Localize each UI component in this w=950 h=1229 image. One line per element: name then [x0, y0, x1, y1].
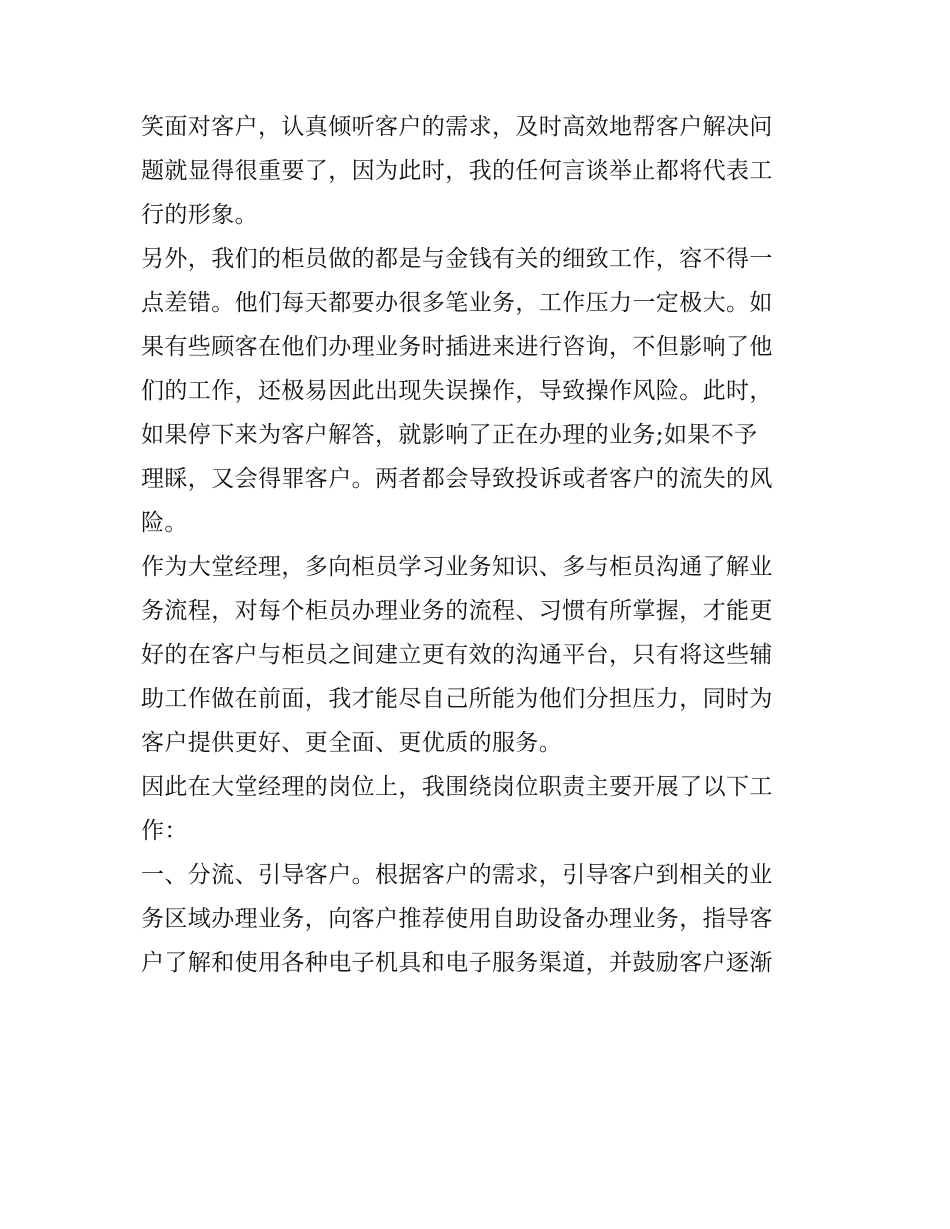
text-line: 务流程，对每个柜员办理业务的流程、习惯有所掌握，才能更	[141, 598, 773, 624]
text-line: 果有些顾客在他们办理业务时插进来进行咨询，不但影响了他	[141, 334, 773, 360]
text-line: 险。	[141, 510, 188, 536]
text-line: 作为大堂经理，多向柜员学习业务知识、多与柜员沟通了解业	[141, 554, 773, 580]
text-line: 一、分流、引导客户。根据客户的需求，引导客户到相关的业	[141, 862, 773, 888]
text-line: 作：	[141, 818, 188, 844]
text-line: 题就显得很重要了，因为此时，我的任何言谈举止都将代表工	[141, 158, 773, 184]
text-line: 行的形象。	[141, 202, 258, 228]
text-line: 好的在客户与柜员之间建立更有效的沟通平台，只有将这些辅	[141, 642, 773, 668]
text-line: 因此在大堂经理的岗位上，我围绕岗位职责主要开展了以下工	[141, 774, 773, 800]
text-line: 户了解和使用各种电子机具和电子服务渠道，并鼓励客户逐渐	[141, 950, 773, 976]
text-line: 另外，我们的柜员做的都是与金钱有关的细致工作，容不得一	[141, 246, 773, 272]
text-line: 客户提供更好、更全面、更优质的服务。	[141, 730, 563, 756]
text-line: 理睬，又会得罪客户。两者都会导致投诉或者客户的流失的风	[141, 466, 773, 492]
text-line: 助工作做在前面，我才能尽自己所能为他们分担压力，同时为	[141, 686, 773, 712]
text-line: 如果停下来为客户解答，就影响了正在办理的业务;如果不予	[141, 422, 758, 448]
text-line: 务区域办理业务，向客户推荐使用自助设备办理业务，指导客	[141, 906, 773, 932]
text-line: 点差错。他们每天都要办很多笔业务，工作压力一定极大。如	[141, 290, 773, 316]
text-line: 们的工作，还极易因此出现失误操作，导致操作风险。此时，	[141, 378, 773, 404]
text-line: 笑面对客户，认真倾听客户的需求，及时高效地帮客户解决问	[141, 114, 773, 140]
body-text	[141, 105, 813, 985]
